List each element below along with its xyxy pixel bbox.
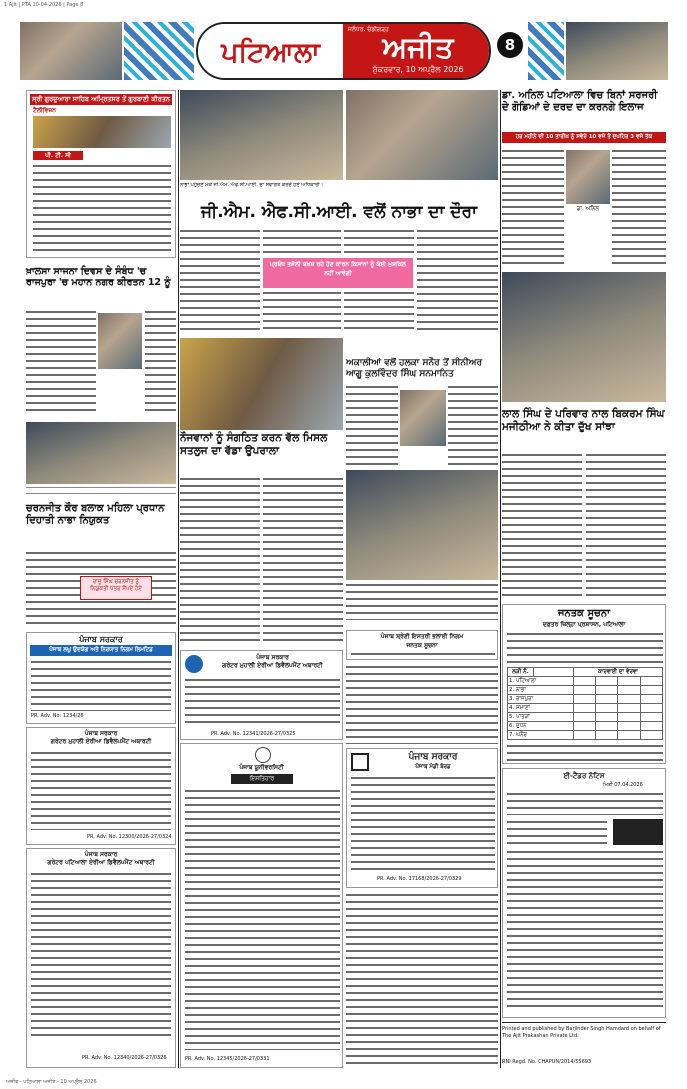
students-body xyxy=(346,582,498,620)
notice-table-col-place xyxy=(534,668,574,677)
table-row: 1. ਪਟਿਆਲਾ xyxy=(508,677,663,686)
ad-block-3 xyxy=(26,848,176,1068)
lal-body-2 xyxy=(586,452,666,600)
ad5-adv: PR. Adv. No. 12345/2026-27/0331 xyxy=(185,1056,270,1062)
ad4-sub: ਗਰੇਟਰ ਮੁਹਾਲੀ ਏਰੀਆ ਡਿਵੈਲਪਮੈਂਟ ਅਥਾਰਟੀ xyxy=(222,662,323,669)
masthead-edition: ਜਲੰਧਰ, ਚੰਡੀਗੜ੍ਹ xyxy=(348,26,389,33)
kulwinder-portrait xyxy=(400,390,446,446)
masthead-city: ਪਟਿਆਲਾ xyxy=(198,24,343,78)
doctor-name: ਡਾ. ਅਨਿਲ xyxy=(576,206,600,212)
ad2-body xyxy=(31,750,171,830)
gm-caption: ਨਾਭਾ ਪਹੁੰਚਣ ਮੌਕੇ ਜੀ.ਐਮ. ਐਫ.ਸੀ.ਆਈ. ਦਾ ਸਵਾਗਤ ਕਰਦੇ ਹੋਏ ਅਧਿਕਾਰੀ। xyxy=(180,182,324,188)
gmada-logo-icon xyxy=(185,655,203,673)
table-row: 6. ਦੁਧਨ xyxy=(508,722,663,731)
nojwan-headline: ਨੌਜਵਾਨਾਂ ਨੂੰ ਸੰਗਠਿਤ ਕਰਨ ਵੱਲ ਮਿਸਲ ਸਤਲੁਜ ਦਾ ਵੱਡਾ ਉਪਰਾਲਾ xyxy=(180,432,328,457)
kirtan-box-sub: ਟੈਲੀਵਿਜ਼ਨ xyxy=(33,107,57,114)
tender-title: ਈ-ਟੈਂਡਰ ਨੋਟਿਸ xyxy=(563,772,605,780)
notice-footer-text xyxy=(507,743,663,761)
gm-body-1 xyxy=(180,228,260,333)
ad6-title: ਪੰਜਾਬ ਸ਼੍ਰੇਣੀ ਇਸਤਰੀ ਭਲਾਈ ਨਿਗਮ xyxy=(380,633,464,640)
kulwinder-body-2 xyxy=(448,384,498,466)
kirtan-box-title: ਸ੍ਰੀ ਗੁਰਦੁਆਰਾ ਸਾਹਿਬ ਅਮ੍ਰਿਤਸਰ ਤੋਂ ਗੁਰਬਾਣੀ ਕੀਰਤਨ xyxy=(31,95,170,103)
table-row: 5. ਪਾਤੜਾਂ xyxy=(508,713,663,722)
ad7-title: ਪੰਜਾਬ ਸਰਕਾਰ xyxy=(408,752,458,762)
ad-block-1 xyxy=(26,632,176,724)
masthead-date: ਸ਼ੁੱਕਰਵਾਰ, 10 ਅਪ੍ਰੈਲ 2026 xyxy=(372,65,464,74)
table-row: 3. ਰਾਜਪੁਰਾ xyxy=(508,695,663,704)
imprint-text: Printed and published by Barjinder Singh Hamdard on behalf of The Ajit Prakashan Private Ltd. xyxy=(502,1026,661,1039)
ad1-adv: PR. Adv. No: 1234/26 xyxy=(31,713,84,719)
tender-body-2 xyxy=(507,819,607,845)
portrait-photo xyxy=(98,313,142,369)
table-row: 2. ਨਾਭਾ xyxy=(508,686,663,695)
ad3-adv: PR. Adv. No. 12340/2026-27/0326 xyxy=(82,1055,167,1061)
masthead-right-photo xyxy=(566,22,668,80)
tender-black-box xyxy=(613,819,663,845)
gm-body-4 xyxy=(344,228,414,258)
gm-photo-1 xyxy=(180,90,343,180)
ad-block-2 xyxy=(26,727,176,845)
ad6-body xyxy=(351,651,495,659)
ad5-title: ਪੰਜਾਬ ਯੂਨੀਵਰਸਿਟੀ xyxy=(239,764,284,771)
kirtan-schedule-text xyxy=(33,163,171,253)
ad4-title: ਪੰਜਾਬ ਸਰਕਾਰ xyxy=(256,654,289,661)
kirtan-box xyxy=(26,90,176,258)
center-bottom-notice xyxy=(346,892,498,1068)
khalsa-headline: ਖ਼ਾਲਸਾ ਸਾਜਨਾ ਦਿਵਸ ਦੇ ਸੰਬੰਧ 'ਚ ਰਾਜਪੁਰਾ 'ਚ ਮਹਾਨ ਨਗਰ ਕੀਰਤਨ 12 ਨੂੰ xyxy=(26,266,171,289)
ad-block-4 xyxy=(180,650,343,740)
tender-body-3 xyxy=(507,849,663,1009)
ad2-adv: PR. Adv. No. 12300/2026-27/0324 xyxy=(87,834,172,840)
ad7-body xyxy=(351,775,495,873)
notice-table-col-detail: ਕਾਰਵਾਈ ਦਾ ਵੇਰਵਾ xyxy=(574,668,663,677)
masthead-right-pattern xyxy=(528,22,564,80)
ad-block-8 xyxy=(502,604,666,764)
gm-body-3 xyxy=(263,290,341,333)
ad7-sub: ਪੰਜਾਬ ਮੰਡੀ ਬੋਰਡ xyxy=(415,764,451,770)
ad-block-7 xyxy=(346,748,498,888)
notice-table xyxy=(507,667,663,740)
masthead-paper: ਅਜੀਤ xyxy=(343,24,491,78)
column-rule-2 xyxy=(500,90,501,1068)
imprint-block xyxy=(502,1022,666,1068)
tender-body-1 xyxy=(507,791,663,815)
notice-table-header xyxy=(508,668,663,677)
anil-body-2 xyxy=(612,148,666,268)
ad2-title: ਪੰਜਾਬ ਸਰਕਾਰ xyxy=(84,730,118,737)
lal-body-1 xyxy=(502,452,582,600)
nojwan-body-1 xyxy=(180,476,260,644)
mission-photo xyxy=(180,338,343,430)
ad1-body xyxy=(31,659,171,711)
lal-singh-photo xyxy=(502,272,666,402)
center-notice-text xyxy=(346,664,498,744)
notice-sub: ਦਫ਼ਤਰ ਜ਼ਿਲ੍ਹਾ ਪ੍ਰਸ਼ਾਸਨ, ਪਟਿਆਲਾ xyxy=(542,621,626,628)
ad-block-6 xyxy=(346,630,498,660)
ptc-label: ਪੀ. ਟੀ. ਸੀ xyxy=(33,151,83,160)
print-strip: 1 Ajit | PTA 10-04-2026 | Page 8 xyxy=(4,2,84,8)
ad4-adv: PR. Adv. No. 12341/2026-27/0325 xyxy=(211,731,296,737)
page-number: 8 xyxy=(497,32,523,58)
tender-date: ਮਿਤੀ 07.04.2026 xyxy=(603,782,643,788)
ad1-title: ਪੰਜਾਬ ਸਰਕਾਰ xyxy=(79,635,123,644)
charanjit-pull-quote: ਰਾਜੂ ਸਿੰਘ ਚਰਨਜੀਤ ਨੂੰ ਨਿਯੁਕਤੀ ਪੱਤਰ ਸੌਂਪਦੇ ਹੋਏ xyxy=(80,576,152,600)
regn-text: RNI Regd. No. CHAPUN/2014/55693 xyxy=(502,1059,592,1065)
gm-headline: ਜੀ.ਐਮ. ਐਫ.ਸੀ.ਆਈ. ਵਲੋਂ ਨਾਭਾ ਦਾ ਦੌਰਾ xyxy=(201,202,477,222)
masthead-left-pattern xyxy=(124,22,194,80)
charanjit-caption xyxy=(26,486,176,498)
khalsa-body-2 xyxy=(145,309,176,414)
ad2-sub: ਗਰੇਟਰ ਮੁਹਾਲੀ ਏਰੀਆ ਡਿਵੈਲਪਮੈਂਟ ਅਥਾਰਟੀ xyxy=(50,738,152,745)
nojwan-body-2 xyxy=(263,476,343,644)
masthead xyxy=(0,10,687,80)
charanjit-photo xyxy=(26,422,176,484)
page-footer: ਅਜੀਤ - ਪਟਿਆਲਾ ਅਜੀਤ - 10 ਅਪ੍ਰੈਲ 2026 xyxy=(6,1079,97,1085)
charanjit-headline: ਚਰਨਜੀਤ ਕੌਰ ਬਲਾਕ ਮਹਿਲਾ ਪ੍ਰਧਾਨ ਦਿਹਾਤੀ ਨਾਭਾ ਨਿਯੁਕਤ xyxy=(26,503,165,526)
anil-headline: ਡਾ. ਅਨਿਲ ਪਟਿਆਲਾ ਵਿਚ ਬਿਨਾਂ ਸਰਜਰੀ ਦੇ ਗੋਡਿਆਂ ਦੇ ਦਰਦ ਦਾ ਕਰਨਗੇ ਇਲਾਜ xyxy=(502,90,658,113)
ad7-adv: PR. Adv. No. 17168/2026-27/0329 xyxy=(377,876,462,882)
golden-temple-photo xyxy=(33,116,171,148)
ad3-body xyxy=(31,871,171,1041)
gm-body-2 xyxy=(263,228,341,256)
ad1-sub: ਪੰਜਾਬ ਲਘੂ ਉਦਯੋਗ ਅਤੇ ਨਿਰਯਾਤ ਨਿਗਮ ਲਿਮਟਿਡ xyxy=(30,645,172,656)
kulwinder-body-1 xyxy=(346,384,398,466)
mandi-board-logo-icon xyxy=(351,753,369,771)
masthead-banner xyxy=(196,22,491,80)
ad5-body xyxy=(185,788,340,1050)
ad-block-9 xyxy=(502,768,666,1018)
notice-body xyxy=(507,631,663,665)
khalsa-body-1 xyxy=(26,309,96,414)
gm-body-5 xyxy=(344,290,414,333)
kulwinder-headline: ਅਕਾਲੀਆਂ ਵਲੋਂ ਹਲਕਾ ਸਨੌਰ ਤੋਂ ਸੀਨੀਅਰ ਆਗੂ ਕੁਲਵਿੰਦਰ ਸਿੰਘ ਸਨਮਾਨਿਤ xyxy=(346,358,483,379)
university-emblem-icon xyxy=(255,747,271,763)
ad5-sub: ਇਸ਼ਤਿਹਾਰ xyxy=(231,774,293,784)
column-rule-1 xyxy=(178,90,179,1068)
ad3-title: ਪੰਜਾਬ ਸਰਕਾਰ xyxy=(84,851,118,858)
table-row: 4. ਸਮਾਣਾ xyxy=(508,704,663,713)
lal-headline: ਲਾਲ ਸਿੰਘ ਦੇ ਪਰਿਵਾਰ ਨਾਲ ਬਿਕਰਮ ਸਿੰਘ ਮਜੀਠੀਆ ਨੇ ਕੀਤਾ ਦੁੱਖ ਸਾਂਝਾ xyxy=(502,408,665,433)
masthead-left-photo xyxy=(20,22,122,80)
ad3-sub: ਗਰੇਟਰ ਪਟਿਆਲਾ ਏਰੀਆ ਡਿਵੈਲਪਮੈਂਟ ਅਥਾਰਟੀ xyxy=(47,859,155,866)
anil-strip: ਹਰ ਮਹੀਨੇ ਦੀ 10 ਤਾਰੀਖ਼ ਨੂੰ ਸਵੇਰੇ 10 ਵਜੇ ਤੋਂ ਦੁਪਹਿਰ 3 ਵਜੇ ਤੱਕ xyxy=(502,132,666,143)
table-row: 7. ਘਨੌਰ xyxy=(508,731,663,740)
notice-title: ਜਨਤਕ ਸੂਚਨਾ xyxy=(558,608,610,619)
gm-photo-2 xyxy=(346,90,498,180)
gm-body-6 xyxy=(417,228,498,333)
gm-pull-quote: ਪ੍ਰਬੰਧ ਤਸੱਲੀ ਬਖ਼ਸ਼ ਰਹੇ ਹੋਣ ਕਾਰਨ ਕਿਸਾਨਾਂ ਨੂੰ ਕੋਈ ਮੁਸ਼ਕਿਲ ਨਹੀਂ ਆਵੇਗੀ xyxy=(263,258,413,288)
ad6-sub: ਜਨਤਕ ਸੂਚਨਾ xyxy=(406,642,438,649)
notice-table-col-serial: ਲੜੀ ਨੰ. xyxy=(508,668,534,677)
doctor-portrait xyxy=(566,150,610,204)
anil-body-1 xyxy=(502,148,564,268)
students-photo xyxy=(346,470,498,580)
ad-block-5 xyxy=(180,743,343,1068)
ad4-body xyxy=(185,677,340,727)
